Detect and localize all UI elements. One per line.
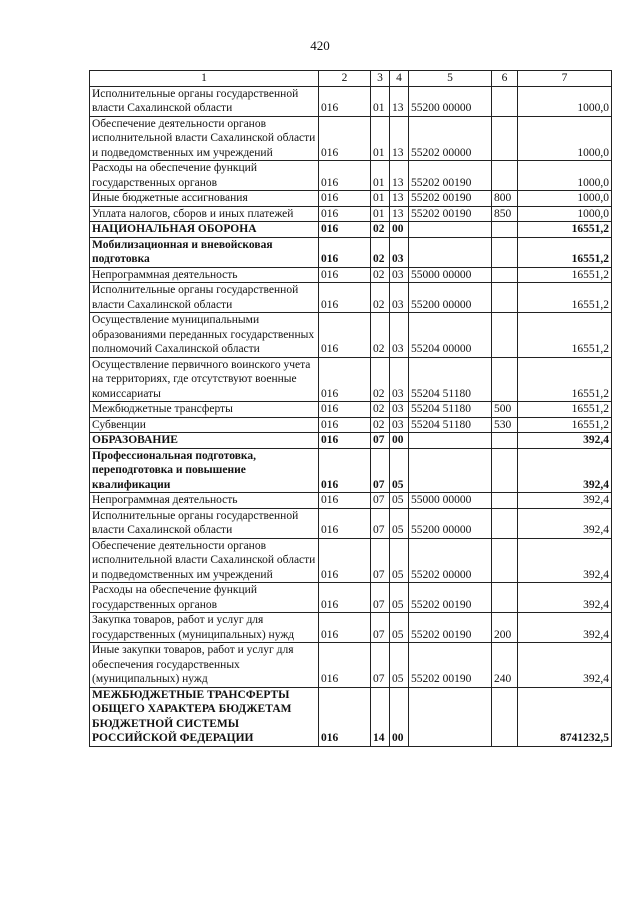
row-amount-cell: 1000,0 xyxy=(518,161,612,191)
row-subsection-cell: 05 xyxy=(390,613,409,643)
row-amount-cell: 392,4 xyxy=(518,493,612,509)
row-code-cell: 016 xyxy=(319,687,371,746)
row-expense-type-cell xyxy=(492,313,518,358)
row-target-cell: 55204 51180 xyxy=(409,357,492,402)
row-amount-cell: 16551,2 xyxy=(518,222,612,238)
table-row xyxy=(90,357,612,402)
row-target-cell: 55202 00000 xyxy=(409,116,492,161)
row-name-cell: Обеспечение деятельности органов исполнительной власти Сахалинской области и подведомственных им учреждений xyxy=(90,538,319,583)
row-section-cell: 02 xyxy=(371,357,390,402)
table-row xyxy=(90,493,612,509)
row-expense-type-cell xyxy=(492,448,518,493)
table-row xyxy=(90,643,612,688)
row-code-cell: 016 xyxy=(319,283,371,313)
row-section-cell: 07 xyxy=(371,493,390,509)
table-row xyxy=(90,191,612,207)
row-section-cell: 07 xyxy=(371,643,390,688)
row-expense-type-cell xyxy=(492,267,518,283)
row-code-cell: 016 xyxy=(319,206,371,222)
row-code-cell: 016 xyxy=(319,508,371,538)
row-section-cell: 02 xyxy=(371,402,390,418)
row-section-cell: 02 xyxy=(371,283,390,313)
row-subsection-cell: 05 xyxy=(390,583,409,613)
row-target-cell: 55202 00190 xyxy=(409,613,492,643)
row-section-cell: 07 xyxy=(371,508,390,538)
table-row xyxy=(90,283,612,313)
row-name-cell: ОБРАЗОВАНИЕ xyxy=(90,433,319,449)
column-header: 4 xyxy=(390,71,409,87)
row-target-cell: 55204 51180 xyxy=(409,417,492,433)
row-target-cell xyxy=(409,448,492,493)
row-subsection-cell: 03 xyxy=(390,417,409,433)
row-target-cell: 55200 00000 xyxy=(409,86,492,116)
row-target-cell: 55000 00000 xyxy=(409,267,492,283)
row-section-cell: 01 xyxy=(371,191,390,207)
column-header: 3 xyxy=(371,71,390,87)
row-code-cell: 016 xyxy=(319,222,371,238)
row-section-cell: 01 xyxy=(371,161,390,191)
row-section-cell: 07 xyxy=(371,538,390,583)
row-name-cell: Расходы на обеспечение функций государственных органов xyxy=(90,583,319,613)
row-subsection-cell: 03 xyxy=(390,267,409,283)
row-expense-type-cell: 850 xyxy=(492,206,518,222)
row-name-cell: Иные закупки товаров, работ и услуг для обеспечения государственных (муниципальных) нужд xyxy=(90,643,319,688)
row-name-cell: Закупка товаров, работ и услуг для государственных (муниципальных) нужд xyxy=(90,613,319,643)
row-name-cell: Субвенции xyxy=(90,417,319,433)
row-code-cell: 016 xyxy=(319,538,371,583)
row-target-cell xyxy=(409,237,492,267)
table-row xyxy=(90,222,612,238)
row-target-cell: 55204 00000 xyxy=(409,313,492,358)
table-row xyxy=(90,583,612,613)
row-code-cell: 016 xyxy=(319,86,371,116)
row-expense-type-cell xyxy=(492,433,518,449)
row-target-cell xyxy=(409,222,492,238)
row-subsection-cell: 03 xyxy=(390,313,409,358)
row-subsection-cell: 13 xyxy=(390,191,409,207)
row-code-cell: 016 xyxy=(319,448,371,493)
row-amount-cell: 392,4 xyxy=(518,538,612,583)
row-name-cell: Исполнительные органы государственной власти Сахалинской области xyxy=(90,508,319,538)
row-section-cell: 02 xyxy=(371,222,390,238)
row-code-cell: 016 xyxy=(319,237,371,267)
row-expense-type-cell xyxy=(492,86,518,116)
row-code-cell: 016 xyxy=(319,313,371,358)
row-name-cell: Осуществление первичного воинского учета на территориях, где отсутствуют военные комиссариаты xyxy=(90,357,319,402)
row-expense-type-cell xyxy=(492,538,518,583)
page-number: 420 xyxy=(310,38,330,53)
table-row xyxy=(90,687,612,746)
table-row xyxy=(90,613,612,643)
column-header: 1 xyxy=(90,71,319,87)
row-amount-cell: 16551,2 xyxy=(518,357,612,402)
row-name-cell: МЕЖБЮДЖЕТНЫЕ ТРАНСФЕРТЫ ОБЩЕГО ХАРАКТЕРА БЮДЖЕТАМ БЮДЖЕТНОЙ СИСТЕМЫ РОССИЙСКОЙ ФЕДЕРАЦИИ xyxy=(90,687,319,746)
row-subsection-cell: 03 xyxy=(390,357,409,402)
row-code-cell: 016 xyxy=(319,417,371,433)
row-subsection-cell: 05 xyxy=(390,448,409,493)
row-amount-cell: 392,4 xyxy=(518,433,612,449)
row-section-cell: 07 xyxy=(371,448,390,493)
row-name-cell: Иные бюджетные ассигнования xyxy=(90,191,319,207)
row-target-cell: 55202 00190 xyxy=(409,206,492,222)
row-code-cell: 016 xyxy=(319,583,371,613)
row-expense-type-cell xyxy=(492,508,518,538)
row-amount-cell: 392,4 xyxy=(518,613,612,643)
table-row xyxy=(90,206,612,222)
row-target-cell: 55200 00000 xyxy=(409,508,492,538)
row-target-cell: 55202 00190 xyxy=(409,191,492,207)
row-code-cell: 016 xyxy=(319,267,371,283)
row-subsection-cell: 00 xyxy=(390,222,409,238)
row-amount-cell: 392,4 xyxy=(518,448,612,493)
table-row xyxy=(90,237,612,267)
row-name-cell: Расходы на обеспечение функций государственных органов xyxy=(90,161,319,191)
row-section-cell: 01 xyxy=(371,206,390,222)
row-expense-type-cell xyxy=(492,222,518,238)
row-expense-type-cell: 200 xyxy=(492,613,518,643)
row-section-cell: 07 xyxy=(371,433,390,449)
row-name-cell: Профессиональная подготовка, переподготовка и повышение квалификации xyxy=(90,448,319,493)
row-name-cell: НАЦИОНАЛЬНАЯ ОБОРОНА xyxy=(90,222,319,238)
row-expense-type-cell xyxy=(492,493,518,509)
row-amount-cell: 392,4 xyxy=(518,508,612,538)
row-subsection-cell: 05 xyxy=(390,508,409,538)
column-header: 2 xyxy=(319,71,371,87)
row-section-cell: 07 xyxy=(371,583,390,613)
row-amount-cell: 392,4 xyxy=(518,643,612,688)
row-amount-cell: 16551,2 xyxy=(518,237,612,267)
row-subsection-cell: 05 xyxy=(390,538,409,583)
row-target-cell: 55202 00190 xyxy=(409,161,492,191)
row-code-cell: 016 xyxy=(319,643,371,688)
budget-table xyxy=(89,70,612,747)
row-subsection-cell: 13 xyxy=(390,161,409,191)
row-name-cell: Уплата налогов, сборов и иных платежей xyxy=(90,206,319,222)
row-target-cell: 55202 00000 xyxy=(409,538,492,583)
row-subsection-cell: 05 xyxy=(390,643,409,688)
row-target-cell: 55000 00000 xyxy=(409,493,492,509)
row-amount-cell: 16551,2 xyxy=(518,402,612,418)
row-section-cell: 07 xyxy=(371,613,390,643)
table-header-row xyxy=(90,71,612,87)
row-code-cell: 016 xyxy=(319,116,371,161)
row-expense-type-cell xyxy=(492,161,518,191)
row-subsection-cell: 13 xyxy=(390,86,409,116)
column-header: 5 xyxy=(409,71,492,87)
row-code-cell: 016 xyxy=(319,161,371,191)
table-row xyxy=(90,433,612,449)
table-row xyxy=(90,116,612,161)
row-section-cell: 02 xyxy=(371,267,390,283)
table-body xyxy=(90,86,612,746)
row-name-cell: Исполнительные органы государственной власти Сахалинской области xyxy=(90,86,319,116)
row-code-cell: 016 xyxy=(319,357,371,402)
row-amount-cell: 1000,0 xyxy=(518,116,612,161)
row-target-cell xyxy=(409,433,492,449)
row-section-cell: 14 xyxy=(371,687,390,746)
row-expense-type-cell xyxy=(492,687,518,746)
row-section-cell: 01 xyxy=(371,116,390,161)
table-row xyxy=(90,161,612,191)
row-subsection-cell: 13 xyxy=(390,116,409,161)
row-code-cell: 016 xyxy=(319,402,371,418)
row-expense-type-cell: 530 xyxy=(492,417,518,433)
row-name-cell: Непрограммная деятельность xyxy=(90,493,319,509)
table-row xyxy=(90,267,612,283)
row-expense-type-cell: 800 xyxy=(492,191,518,207)
row-code-cell: 016 xyxy=(319,613,371,643)
row-subsection-cell: 05 xyxy=(390,493,409,509)
row-name-cell: Обеспечение деятельности органов исполнительной власти Сахалинской области и подведомственных им учреждений xyxy=(90,116,319,161)
row-section-cell: 01 xyxy=(371,86,390,116)
column-header: 6 xyxy=(492,71,518,87)
row-amount-cell: 1000,0 xyxy=(518,191,612,207)
row-section-cell: 02 xyxy=(371,237,390,267)
row-subsection-cell: 00 xyxy=(390,687,409,746)
table-row xyxy=(90,538,612,583)
row-name-cell: Мобилизационная и вневойсковая подготовка xyxy=(90,237,319,267)
row-expense-type-cell xyxy=(492,237,518,267)
row-target-cell: 55200 00000 xyxy=(409,283,492,313)
table-row xyxy=(90,448,612,493)
row-target-cell: 55202 00190 xyxy=(409,643,492,688)
row-subsection-cell: 03 xyxy=(390,402,409,418)
table-row xyxy=(90,313,612,358)
row-amount-cell: 16551,2 xyxy=(518,267,612,283)
row-expense-type-cell: 240 xyxy=(492,643,518,688)
row-amount-cell: 8741232,5 xyxy=(518,687,612,746)
row-expense-type-cell: 500 xyxy=(492,402,518,418)
row-amount-cell: 1000,0 xyxy=(518,206,612,222)
table-row xyxy=(90,417,612,433)
table-row xyxy=(90,402,612,418)
row-code-cell: 016 xyxy=(319,191,371,207)
row-amount-cell: 16551,2 xyxy=(518,313,612,358)
row-section-cell: 02 xyxy=(371,417,390,433)
row-amount-cell: 1000,0 xyxy=(518,86,612,116)
row-amount-cell: 16551,2 xyxy=(518,283,612,313)
table-row xyxy=(90,508,612,538)
row-subsection-cell: 03 xyxy=(390,283,409,313)
row-amount-cell: 16551,2 xyxy=(518,417,612,433)
row-code-cell: 016 xyxy=(319,493,371,509)
table-row xyxy=(90,86,612,116)
column-header: 7 xyxy=(518,71,612,87)
row-target-cell: 55204 51180 xyxy=(409,402,492,418)
row-expense-type-cell xyxy=(492,116,518,161)
row-name-cell: Исполнительные органы государственной власти Сахалинской области xyxy=(90,283,319,313)
row-amount-cell: 392,4 xyxy=(518,583,612,613)
row-section-cell: 02 xyxy=(371,313,390,358)
row-expense-type-cell xyxy=(492,357,518,402)
row-subsection-cell: 00 xyxy=(390,433,409,449)
row-target-cell xyxy=(409,687,492,746)
row-name-cell: Осуществление муниципальными образованиями переданных государственных полномочий Сахалинской области xyxy=(90,313,319,358)
row-name-cell: Непрограммная деятельность xyxy=(90,267,319,283)
row-subsection-cell: 13 xyxy=(390,206,409,222)
row-expense-type-cell xyxy=(492,583,518,613)
row-expense-type-cell xyxy=(492,283,518,313)
row-name-cell: Межбюджетные трансферты xyxy=(90,402,319,418)
row-code-cell: 016 xyxy=(319,433,371,449)
row-target-cell: 55202 00190 xyxy=(409,583,492,613)
row-subsection-cell: 03 xyxy=(390,237,409,267)
